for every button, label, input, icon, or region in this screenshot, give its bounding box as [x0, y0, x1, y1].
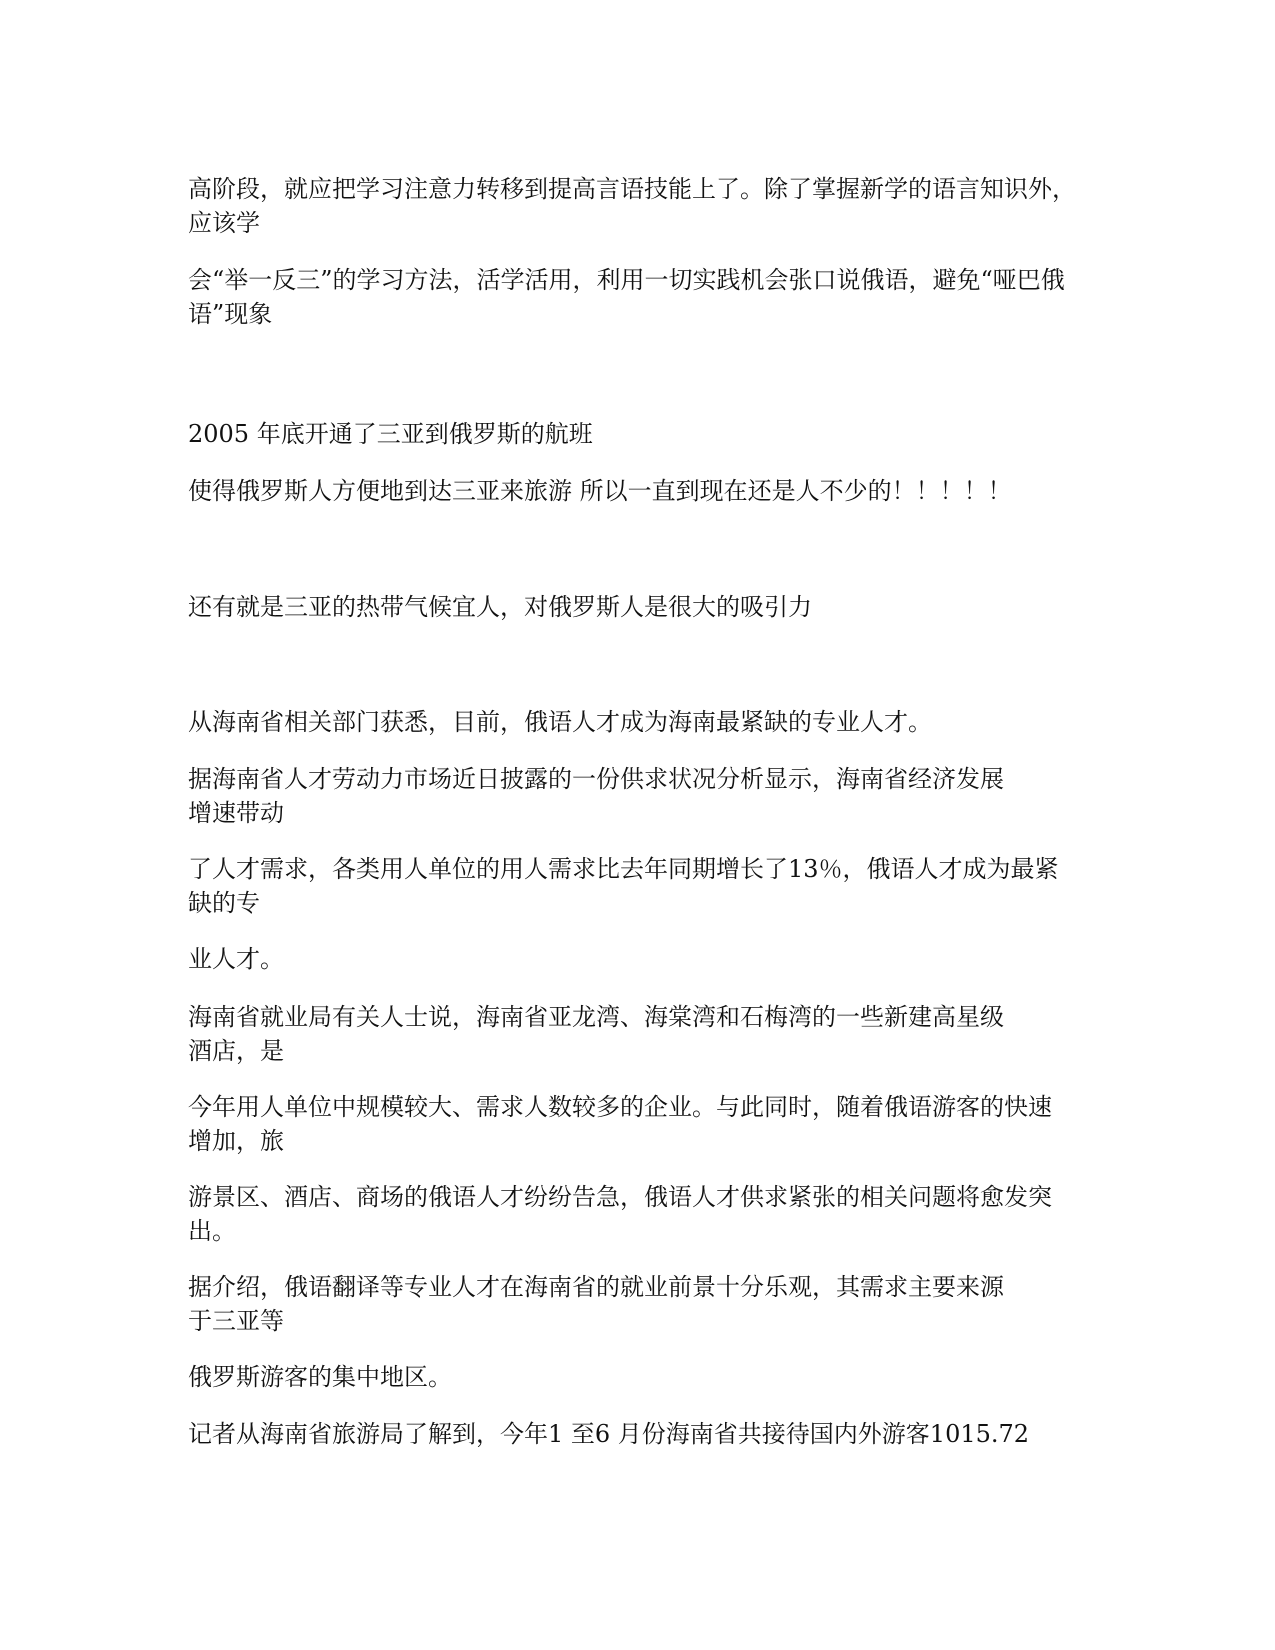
paragraph-11-line-2: 增加，旅: [188, 1127, 284, 1155]
paragraph-7-line-1: 据海南省人才劳动力市场近日披露的一份供求状况分析显示，海南省经济发展: [188, 765, 1004, 793]
paragraph-10-line-1: 海南省就业局有关人士说，海南省亚龙湾、海棠湾和石梅湾的一些新建高星级: [188, 1003, 1004, 1031]
paragraph-2: [188, 263, 1088, 331]
paragraph-5: [188, 590, 1088, 624]
paragraph-7: [188, 762, 1088, 830]
paragraph-15-line-1: 记者从海南省旅游局了解到，今年1 至6 月份海南省共接待国内外游客1015.72: [188, 1420, 1030, 1448]
paragraph-12-line-1: 游景区、酒店、商场的俄语人才纷纷告急，俄语人才供求紧张的相关问题将愈发突: [188, 1183, 1052, 1211]
paragraph-7-line-2: 增速带动: [188, 799, 284, 827]
paragraph-12-line-2: 出。: [188, 1217, 236, 1245]
paragraph-14-line-1: 俄罗斯游客的集中地区。: [188, 1363, 452, 1391]
paragraph-3: [188, 417, 1088, 451]
paragraph-6-line-1: 从海南省相关部门获悉，目前，俄语人才成为海南最紧缺的专业人才。: [188, 708, 932, 736]
paragraph-11-line-1: 今年用人单位中规模较大、需求人数较多的企业。与此同时，随着俄语游客的快速: [188, 1093, 1052, 1121]
paragraph-3-line-1: 2005 年底开通了三亚到俄罗斯的航班: [188, 420, 593, 448]
paragraph-8: [188, 852, 1088, 920]
paragraph-1-line-1: 高阶段，就应把学习注意力转移到提高言语技能上了。除了掌握新学的语言知识外，: [188, 175, 1076, 203]
paragraph-8-line-2: 缺的专: [188, 889, 260, 917]
paragraph-4-line-1: 使得俄罗斯人方便地到达三亚来旅游 所以一直到现在还是人不少的！！！！！: [188, 477, 1012, 505]
paragraph-2-line-1: 会“举一反三”的学习方法，活学活用，利用一切实践机会张口说俄语，避免“哑巴俄: [188, 266, 1065, 294]
paragraph-5-line-1: 还有就是三亚的热带气候宜人，对俄罗斯人是很大的吸引力: [188, 593, 812, 621]
paragraph-13-line-1: 据介绍，俄语翻译等专业人才在海南省的就业前景十分乐观，其需求主要来源: [188, 1273, 1004, 1301]
paragraph-4: [188, 474, 1088, 508]
paragraph-1: [188, 172, 1088, 240]
paragraph-13-line-2: 于三亚等: [188, 1307, 284, 1335]
paragraph-12: [188, 1180, 1088, 1248]
paragraph-9-line-1: 业人才。: [188, 945, 284, 973]
paragraph-1-line-2: 应该学: [188, 209, 260, 237]
paragraph-13: [188, 1270, 1088, 1338]
paragraph-14: [188, 1360, 1088, 1394]
paragraph-6: [188, 705, 1088, 739]
paragraph-10: [188, 1000, 1088, 1068]
paragraph-9: [188, 942, 1088, 976]
paragraph-8-line-1: 了人才需求，各类用人单位的用人需求比去年同期增长了13％，俄语人才成为最紧: [188, 855, 1059, 883]
paragraph-11: [188, 1090, 1088, 1158]
paragraph-10-line-2: 酒店，是: [188, 1037, 284, 1065]
paragraph-2-line-2: 语”现象: [188, 300, 273, 328]
paragraph-15: [188, 1417, 1088, 1451]
